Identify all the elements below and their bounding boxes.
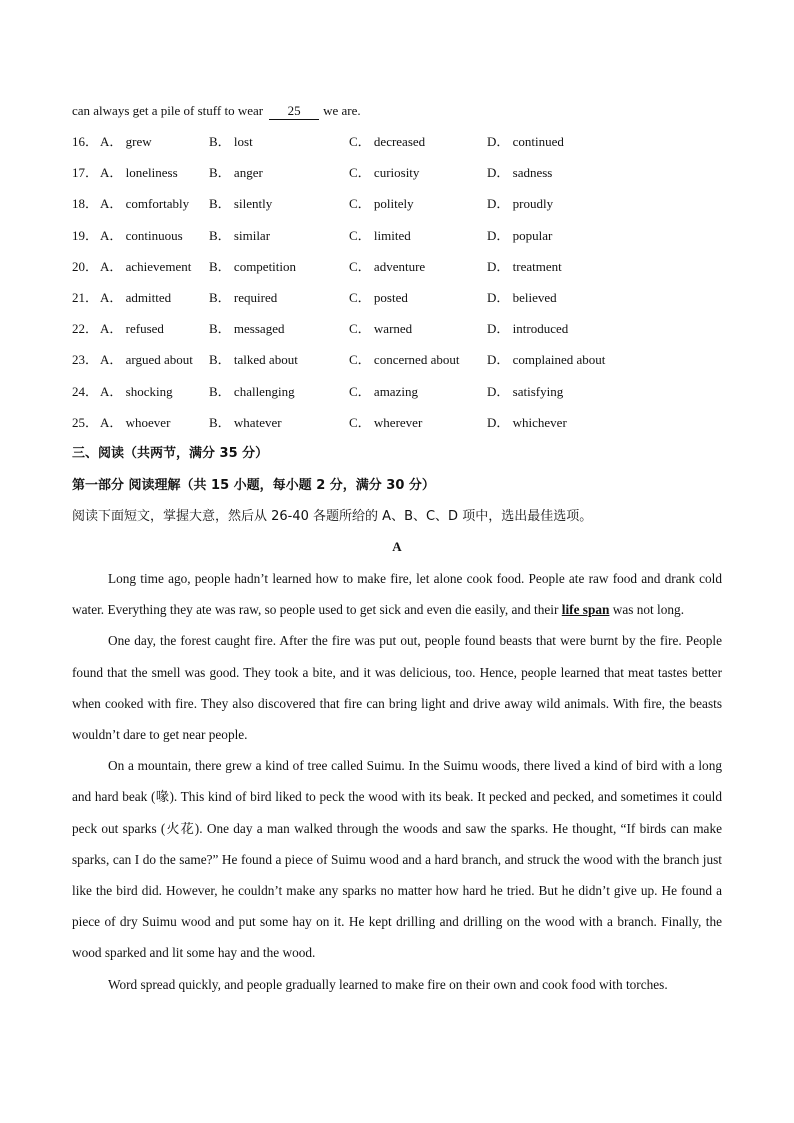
part-heading: 第一部分 阅读理解（共 15 小题，每小题 2 分，满分 30 分） [72, 478, 435, 493]
option-a: A． refused [100, 321, 164, 337]
question-row [72, 352, 722, 368]
question-row [72, 321, 722, 337]
question-number: 24． [72, 383, 99, 399]
life-span-term: life span [561, 602, 610, 618]
question-row [72, 290, 722, 306]
intro-line-after: we are. [323, 103, 361, 118]
option-d: D． believed [487, 290, 557, 305]
intro-line-before: can always get a pile of stuff to wear [72, 103, 264, 118]
option-a: A． argued about [100, 352, 193, 368]
option-d: D． treatment [487, 258, 562, 274]
question-row [72, 415, 722, 431]
intro-line [72, 103, 361, 120]
question-row [72, 259, 722, 275]
option-c: C． adventure [349, 258, 426, 274]
option-c: C． decreased [349, 134, 426, 149]
question-number: 17． [72, 165, 99, 181]
option-d: D． popular [487, 227, 553, 243]
option-a: A． admitted [100, 290, 172, 305]
option-b: B． lost [209, 134, 253, 149]
option-c: C． curiosity [349, 165, 420, 181]
question-row [72, 228, 722, 244]
paragraph-3: On a mountain, there grew a kind of tree called Suimu. In the Suimu woods, there lived a kind of bird with a long and hard beak (喙). This kind of bird liked to peck the wood with its beak. It pecked and pecked, and sometimes it could peck out sparks (火花). One day a man walked through the woods and saw the sparks. He thought, “If birds can make sparks, can I do the same?” He found a piece of Suimu wood and a hard branch, and struck the wood with the branch just like the bird did. However, he couldn’t make any sparks no matter how hard he tried. But he didn’t give up. He found a piece of dry Suimu wood and put some hay on it. He kept drilling and drilling on the wood with a branch. Finally, the wood sparked and lit some hay and the wood. [72, 758, 722, 961]
option-d: D． continued [487, 134, 564, 149]
question-number: 21． [72, 290, 99, 305]
option-c: C． wherever [349, 414, 423, 430]
passage-body [72, 563, 722, 1000]
passage-label: A [392, 539, 402, 554]
question-number: 23． [72, 352, 99, 368]
option-a: A． comfortably [100, 196, 190, 212]
option-d: D． introduced [487, 321, 569, 337]
question-number: 22． [72, 321, 99, 337]
question-number: 25． [72, 414, 99, 430]
option-a: A． loneliness [100, 165, 178, 181]
paragraph-2: One day, the forest caught fire. After the fire was put out, people found beasts that were burnt by the fire. People found that the smell was good. They took a bite, and it was delicious, too. Hence, people learned that meat tastes better when cooked with fire. They also discovered that fire can bring light and drive away wild animals. With fire, the beasts wouldn’t dare to get near people. [72, 633, 722, 743]
option-b: B． talked about [209, 352, 298, 368]
option-a: A． shocking [100, 383, 173, 399]
option-d: D． proudly [487, 196, 554, 212]
paragraph-1-after: was not long. [612, 602, 685, 618]
option-d: D． sadness [487, 165, 553, 181]
question-number: 20． [72, 258, 99, 274]
question-row [72, 384, 722, 400]
question-number: 16． [72, 134, 99, 149]
question-number: 18． [72, 196, 99, 212]
question-row [72, 196, 722, 212]
option-b: B． whatever [209, 414, 282, 430]
option-c: C． amazing [349, 383, 418, 399]
section-heading: 三、阅读（共两节，满分 35 分） [72, 446, 269, 461]
answer-blank: 25 [269, 103, 319, 120]
option-b: B． similar [209, 227, 271, 243]
paragraph-1 [72, 563, 722, 625]
question-row [72, 165, 722, 181]
option-b: B． required [209, 290, 278, 305]
option-c: C． concerned about [349, 352, 460, 368]
option-b: B． anger [209, 165, 263, 181]
paragraph-4: Word spread quickly, and people gradually learned to make fire on their own and cook food with torches. [108, 976, 668, 992]
option-a: A． grew [100, 134, 152, 149]
option-a: A． continuous [100, 227, 183, 243]
option-d: D． complained about [487, 352, 606, 368]
option-c: C． politely [349, 196, 414, 212]
option-c: C． warned [349, 321, 413, 337]
question-number: 19． [72, 227, 99, 243]
option-c: C． posted [349, 290, 408, 305]
option-a: A． achievement [100, 258, 192, 274]
option-b: B． challenging [209, 383, 295, 399]
option-d: D． whichever [487, 414, 567, 430]
option-b: B． competition [209, 258, 297, 274]
option-d: D． satisfying [487, 383, 564, 399]
instruction-text: 阅读下面短文，掌握大意，然后从 26-40 各题所给的 A、B、C、D 项中，选出最佳选项。 [72, 509, 593, 524]
option-a: A． whoever [100, 414, 171, 430]
option-c: C． limited [349, 227, 411, 243]
option-b: B． silently [209, 196, 273, 212]
option-b: B． messaged [209, 321, 285, 337]
question-row [72, 134, 722, 150]
paragraph-1-before: Long time ago, people hadn’t learned how to make fire, let alone cook food. People ate raw food and drank cold water. Everything they ate was raw, so people used to get sick and even die easily, and their [72, 571, 722, 618]
